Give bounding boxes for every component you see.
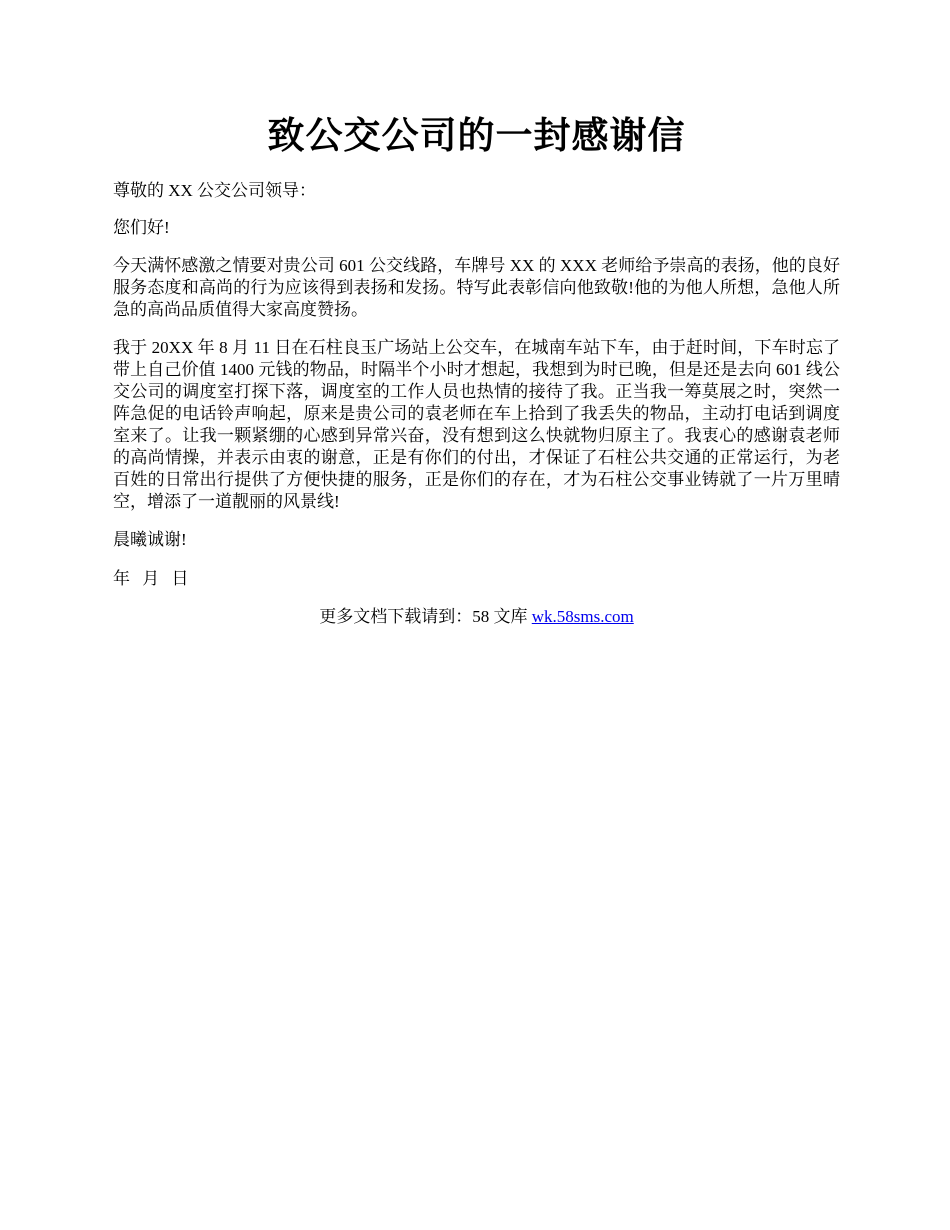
date-line: 年 月 日	[113, 569, 193, 588]
footer	[113, 606, 840, 628]
greeting: 您们好!	[113, 218, 170, 237]
body-paragraph-2: 我于 20XX 年 8 月 11 日在石柱良玉广场站上公交车，在城南车站下车，由于赶时间，下车时忘了带上自己价值 1400 元钱的物品，时隔半个小时才想起，我想到为时已晚，但是还是去向 601 线公交公司的调度室打探下落，调度室的工作人员也热情的接待了我。正当我一筹莫展之时，突然一阵急促的电话铃声响起，原来是贵公司的袁老师在车上拾到了我丢失的物品，主动打电话到调度室来了。让我一颗紧绷的心感到异常兴奋，没有想到这么快就物归原主了。我衷心的感谢袁老师的高尚情操，并表示由衷的谢意，正是有你们的付出，才保证了石柱公共交通的正常运行，为老百姓的日常出行提供了方便快捷的服务，正是你们的存在，才为石柱公交事业铸就了一片万里晴空，增添了一道靓丽的风景线!	[113, 338, 840, 511]
body-paragraph-1: 今天满怀感激之情要对贵公司 601 公交线路，车牌号 XX 的 XXX 老师给予崇高的表扬，他的良好服务态度和高尚的行为应该得到表扬和发扬。特写此表彰信向他致敬!他的为他人所想，急他人所急的高尚品质值得大家高度赞扬。	[113, 256, 840, 319]
footer-link[interactable]: wk.58sms.com	[531, 607, 634, 626]
document-title: 致公交公司的一封感谢信	[267, 116, 686, 157]
footer-text: 更多文档下载请到：58 文库	[319, 607, 532, 626]
document-page	[113, 0, 840, 628]
salutation: 尊敬的 XX 公交公司领导：	[113, 181, 317, 200]
closing-signature: 晨曦诚谢!	[113, 530, 187, 549]
